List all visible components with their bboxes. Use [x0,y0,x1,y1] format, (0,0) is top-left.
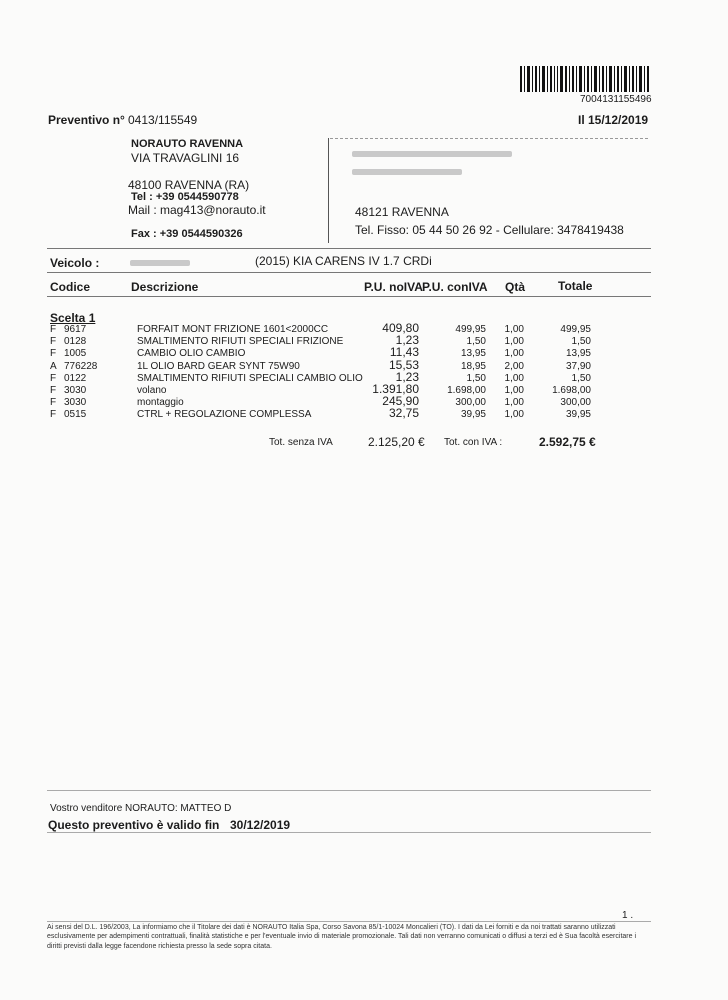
row-type: F [50,372,57,384]
header-qty: Qtà [505,280,526,294]
row-type: F [50,397,57,409]
row-description: SMALTIMENTO RIFIUTI SPECIALI FRIZIONE [137,336,344,348]
quote-number: 0413/115549 [128,113,198,127]
row-type: F [50,409,57,421]
row-total: 13,95 [565,348,591,360]
total-vat-value: 2.592,75 € [539,435,596,449]
row-total: 1.698,00 [552,385,591,397]
redacted-plate [130,260,190,266]
row-price-vat: 499,95 [455,324,486,335]
row-qty: 1,00 [504,372,524,384]
row-description: SMALTIMENTO RIFIUTI SPECIALI CAMBIO OLIO [137,372,363,384]
vehicle-description: (2015) KIA CARENS IV 1.7 CRDi [255,254,432,268]
store-tel: Tel : +39 0544590778 [131,191,239,203]
row-code: 776228 [64,360,98,372]
row-code: 3030 [64,397,87,409]
store-fax: Fax : +39 0544590326 [131,228,243,240]
row-price-vat: 300,00 [455,397,486,409]
row-type: A [50,360,57,372]
col-qty [494,324,524,422]
redacted-customer-address [352,169,462,175]
seller-line: Vostro venditore NORAUTO: MATTEO D [50,803,232,814]
header-description: Descrizione [131,280,199,294]
row-description: CAMBIO OLIO CAMBIO [137,348,246,360]
col-price-no-vat [356,322,419,420]
row-code: 0128 [64,336,87,348]
row-code: 0515 [64,409,87,421]
row-qty: 1,00 [504,336,524,348]
store-mail: Mail : mag413@norauto.it [128,203,266,217]
header-price-vat: P.U. conIVA [422,280,488,294]
customer-city: 48121 RAVENNA [355,205,449,219]
vehicle-label: Veicolo : [50,256,100,270]
col-total [530,324,591,422]
validity-label: Questo preventivo è valido fin [48,818,220,832]
row-qty: 1,00 [504,385,524,397]
row-code: 3030 [64,385,87,397]
row-price-no-vat: 11,43 [389,345,419,360]
total-no-vat-label: Tot. senza IVA [269,437,333,448]
validity-date: 30/12/2019 [230,818,291,832]
row-price-vat: 1,50 [466,336,486,348]
row-total: 300,00 [560,397,591,409]
row-description: 1L OLIO BARD GEAR SYNT 75W90 [137,360,300,372]
row-price-vat: 18,95 [460,360,486,372]
customer-frame-top [330,138,648,139]
header-price-no-vat: P.U. noIVA [364,280,423,294]
divider-validity [47,832,651,833]
row-price-vat: 1.698,00 [447,385,486,397]
row-qty: 1,00 [504,397,524,409]
row-description: CTRL + REGOLAZIONE COMPLESSA [137,409,312,421]
store-name: NORAUTO RAVENNA [131,138,244,150]
row-total: 1,50 [571,372,591,384]
privacy-notice: Ai sensi del D.L. 196/2003, La informiamo che il Titolare dei dati è NORAUTO Italia Spa, Corso Savona 85/1-10024 Moncalieri (TO). I dati da Lei forniti e da noi trattati saranno utilizzati esclusivamente per adempimenti contrattuali, finalità statistiche e per l'eventuale invio di materiale promozionale. Tali dati non verranno comunicati o diffusi a terzi ed è Sua facoltà esercitare i diritti previsti dalla legge facendone richiesta presso la sede sopra citata. [47,924,637,950]
row-description: FORFAIT MONT FRIZIONE 1601<2000CC [137,324,329,335]
col-description [137,324,363,422]
page-number: 1 . [622,910,634,921]
redacted-customer-name [352,151,512,157]
header-total: Totale [558,279,593,293]
row-price-no-vat: 1.391,80 [372,382,419,397]
barcode-number: 7004131155496 [580,94,652,105]
barcode [520,66,650,92]
quote-date: Il 15/12/2019 [578,113,649,127]
row-price-no-vat: 15,53 [388,357,419,372]
col-price-vat [430,324,486,422]
divider-table-header [47,296,651,297]
row-qty: 1,00 [504,348,524,360]
quote-label: Preventivo n° [48,113,125,127]
divider-vehicle-top [47,248,651,249]
total-vat-label: Tot. con IVA : [444,437,503,448]
divider-seller [47,790,651,791]
row-qty: 1,00 [504,324,524,335]
row-type: F [50,348,57,360]
customer-phones: Tel. Fisso: 05 44 50 26 92 - Cellulare: 3478419438 [355,223,624,237]
row-code: 0122 [64,372,87,384]
row-price-no-vat: 1,23 [395,369,419,384]
row-price-no-vat: 409,80 [382,321,419,335]
row-code: 9617 [64,324,87,335]
row-qty: 2,00 [504,360,524,372]
row-price-vat: 1,50 [466,372,486,384]
row-price-no-vat: 32,75 [388,406,419,421]
row-total: 499,95 [560,324,591,335]
col-code [64,324,124,422]
row-code: 1005 [64,348,87,360]
total-no-vat-value: 2.125,20 € [368,435,425,449]
row-total: 39,95 [565,409,591,421]
row-type: F [50,324,57,335]
row-price-vat: 13,95 [460,348,486,360]
row-description: volano [137,385,167,397]
store-city: 48100 RAVENNA (RA) [128,178,250,192]
row-price-no-vat: 1,23 [395,333,419,348]
divider-footer [47,921,651,922]
customer-frame-left [328,138,329,243]
row-price-no-vat: 245,90 [382,394,419,409]
header-code: Codice [50,280,91,294]
row-qty: 1,00 [504,409,524,421]
divider-vehicle-bottom [47,272,651,273]
store-street: VIA TRAVAGLINI 16 [131,151,240,165]
section-title: Scelta 1 [50,311,96,325]
row-type: F [50,385,57,397]
row-price-vat: 39,95 [460,409,486,421]
row-type: F [50,336,57,348]
row-description: montaggio [137,397,184,409]
row-total: 37,90 [565,360,591,372]
row-total: 1,50 [571,336,591,348]
